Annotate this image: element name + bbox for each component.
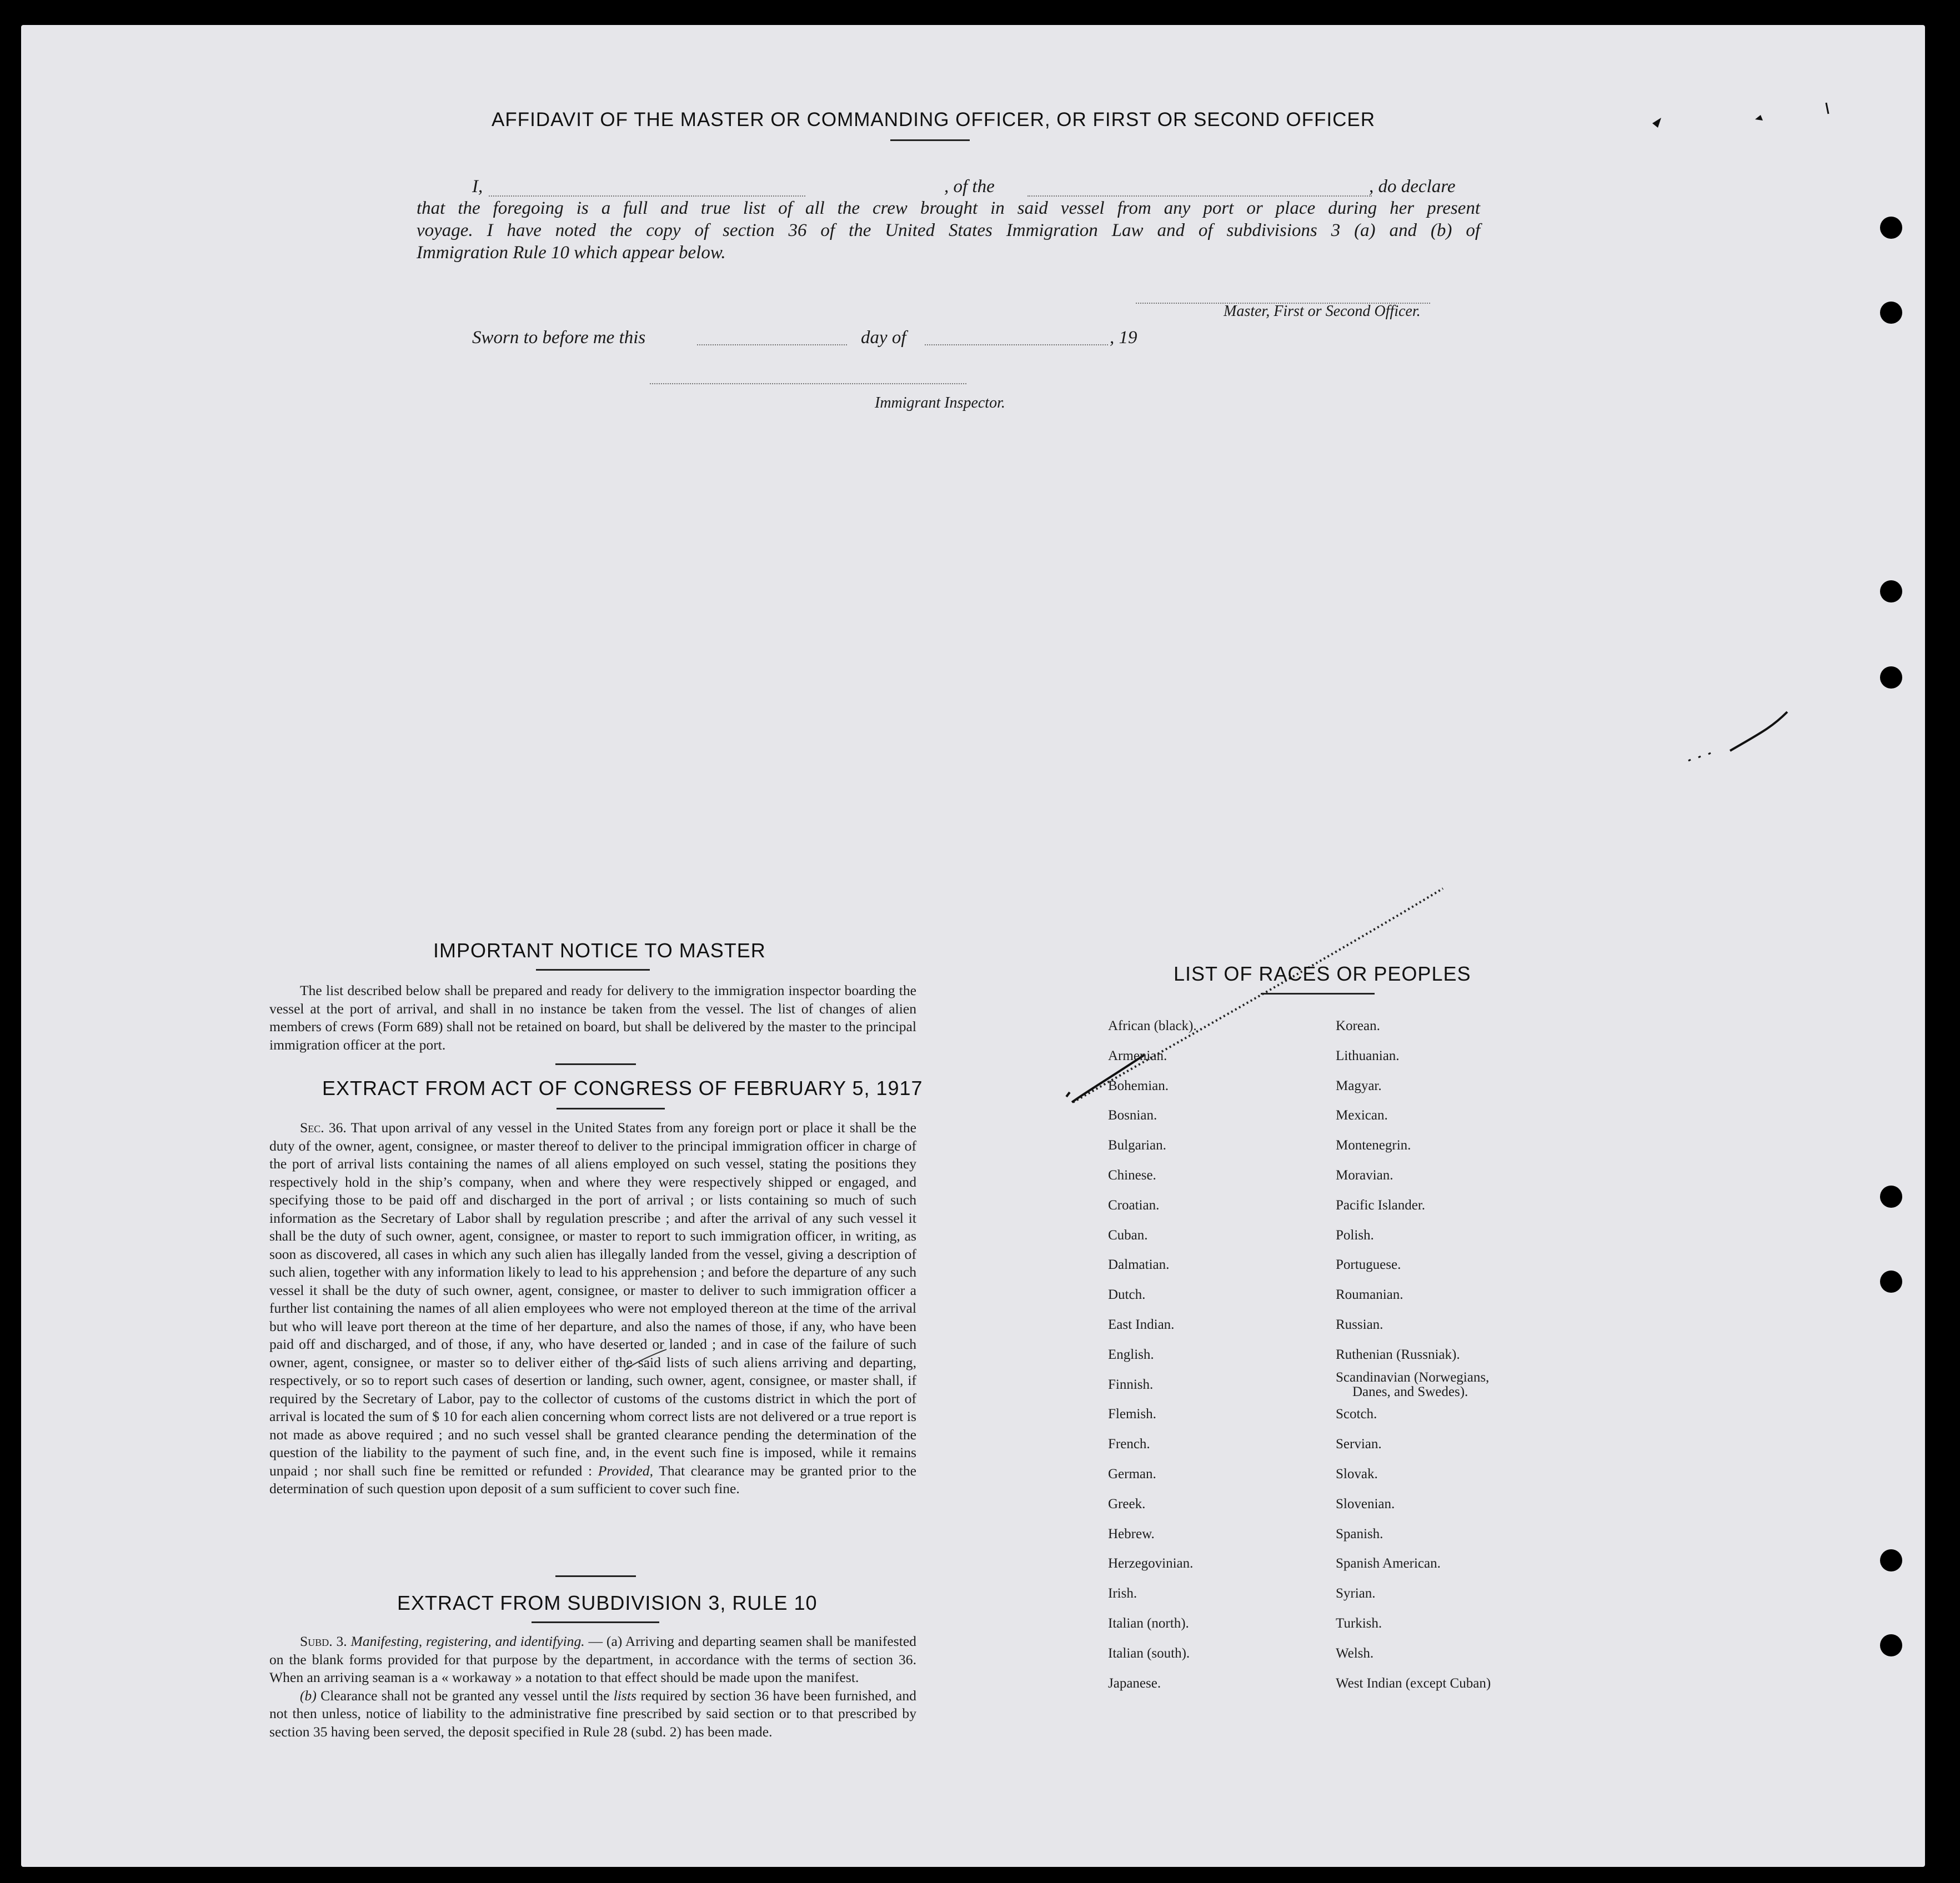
rule-a-text: Arriving and departing seamen shall be manifested on the blank forms provided for that purpose by the department, in accordance with the terms of section 36. When an arriving seaman is a « workaway » a notation to that effect should be made upon the manifest. (269, 1633, 916, 1685)
race-item: Syrian. (1336, 1586, 1376, 1601)
race-item: German. (1108, 1467, 1156, 1482)
inspector-label: Immigrant Inspector. (875, 394, 1005, 411)
affidavit-body-line: that the foregoing is a full and true list of all the crew brought in said vessel from any port or place during her present (417, 198, 1480, 218)
races-title-rule (1261, 993, 1375, 995)
rule-paragraph-a (269, 1633, 916, 1687)
name-blank[interactable] (489, 195, 805, 197)
race-item: Moravian. (1336, 1168, 1393, 1183)
rule-subd-title: Manifesting, registering, and identifying. (350, 1633, 585, 1649)
rule-title-rule (532, 1621, 659, 1623)
race-item: Magyar. (1336, 1078, 1382, 1093)
master-label: Master, First or Second Officer. (1224, 303, 1421, 320)
notice-text (269, 982, 916, 1054)
race-item: Spanish. (1336, 1526, 1383, 1541)
affidavit-body (417, 197, 1480, 264)
race-item: English. (1108, 1347, 1154, 1362)
rule-subd-label: Subd. 3. (300, 1633, 347, 1649)
vessel-blank[interactable] (1027, 195, 1372, 197)
race-item: Lithuanian. (1336, 1048, 1400, 1063)
race-item: Montenegrin. (1336, 1138, 1411, 1153)
act-section-label: Sec. 36. (300, 1119, 347, 1136)
race-item: Scotch. (1336, 1407, 1377, 1422)
race-item: Danes, and Swedes). (1352, 1384, 1468, 1399)
race-item: Bohemian. (1108, 1078, 1169, 1093)
race-item: Spanish American. (1336, 1556, 1441, 1571)
race-item: Greek. (1108, 1496, 1146, 1512)
race-item: Ruthenian (Russniak). (1336, 1347, 1460, 1362)
race-item: Hebrew. (1108, 1526, 1155, 1541)
affidavit-body-line: Immigration Rule 10 which appear below. (417, 243, 726, 263)
rule-paragraph-b (269, 1687, 916, 1741)
race-item: Cuban. (1108, 1227, 1148, 1243)
act-paragraph (269, 1119, 916, 1498)
affidavit-i: I, (472, 177, 483, 197)
race-item: Italian (north). (1108, 1616, 1189, 1631)
rule-b-text-1: Clearance shall not be granted any vessel until the (320, 1687, 610, 1704)
race-item: Chinese. (1108, 1168, 1156, 1183)
race-item: Herzegovinian. (1108, 1556, 1194, 1571)
race-item: Mexican. (1336, 1108, 1388, 1123)
race-item: Servian. (1336, 1437, 1382, 1452)
sworn-day-of: day of (861, 328, 906, 348)
race-item: Japanese. (1108, 1675, 1161, 1691)
rule-title: EXTRACT FROM SUBDIVISION 3, RULE 10 (397, 1591, 818, 1614)
race-item: Bulgarian. (1108, 1138, 1166, 1153)
race-item: Italian (south). (1108, 1645, 1190, 1661)
affidavit-do-declare: , do declare (1369, 177, 1456, 197)
act-text-b: That clearance may be granted prior to the determination of such question upon deposit of a sum sufficient to cover such fine. (269, 1462, 917, 1497)
race-item: Korean. (1336, 1018, 1380, 1033)
race-item: African (black). (1108, 1018, 1197, 1033)
race-item: Russian. (1336, 1317, 1383, 1332)
race-item: Slovak. (1336, 1467, 1378, 1482)
race-item: Bosnian. (1108, 1108, 1157, 1123)
race-item: French. (1108, 1437, 1150, 1452)
notice-divider (555, 1063, 636, 1065)
race-item: Croatian. (1108, 1197, 1160, 1213)
affidavit-title: AFFIDAVIT OF THE MASTER OR COMMANDING OFFICER, OR FIRST OR SECOND OFFICER (492, 109, 1376, 130)
race-item: Irish. (1108, 1586, 1137, 1601)
act-text (269, 1119, 916, 1498)
notice-title: IMPORTANT NOTICE TO MASTER (433, 939, 766, 962)
affidavit-body-line: voyage. I have noted the copy of section 36 of the United States Immigration Law and of subdivisions 3 (a) and (b) of (417, 220, 1480, 240)
race-item: Finnish. (1108, 1377, 1154, 1392)
race-item: East Indian. (1108, 1317, 1175, 1332)
race-item: Polish. (1336, 1227, 1374, 1243)
race-item: Roumanian. (1336, 1287, 1403, 1303)
act-title: EXTRACT FROM ACT OF CONGRESS OF FEBRUARY 5, 1917 (322, 1077, 923, 1099)
rule-b-lead: (b) (300, 1687, 317, 1704)
rule-a-lead: — (a) (588, 1633, 623, 1649)
rule-b-lists: lists (613, 1687, 637, 1704)
notice-title-rule (536, 969, 650, 971)
inspector-signature-blank[interactable] (650, 383, 966, 384)
race-item: Portuguese. (1336, 1257, 1401, 1273)
race-item: Scandinavian (Norwegians, (1336, 1369, 1490, 1385)
race-item: West Indian (except Cuban) (1336, 1675, 1491, 1691)
notice-paragraph: The list described below shall be prepared and ready for delivery to the immigration inspector boarding the vessel at the port of arrival, and shall in no instance be taken from the vessel. The list of changes of alien members of crews (Form 689) shall not be retained on board, but shall be delivered by the master to the principal immigration officer at the port. (269, 982, 916, 1053)
race-item: Flemish. (1108, 1407, 1156, 1422)
act-divider (555, 1575, 636, 1577)
race-item: Turkish. (1336, 1616, 1382, 1631)
race-item: Welsh. (1336, 1645, 1374, 1661)
affidavit-of-the: , of the (944, 177, 995, 197)
race-item: Dutch. (1108, 1287, 1146, 1303)
act-text-a: That upon arrival of any vessel in the United States from any foreign port or place it shall be the duty of the owner, agent, consignee, or master thereof to deliver to the principal immigration officer in charge of the port of arrival lists containing the names of all aliens employed on such vessel, stating the positions they respectively hold in the ship’s company, when and where they were respectively shipped or engaged, and specifying those to be paid off and discharged in the port of arrival ; or lists containing so much of such information as the Secretary of Labor shall by regulation prescribe ; and after the arrival of any such vessel it shall be the duty of such owner, agent, consignee, or master to report to such immigration officer, in writing, as soon as discovered, all cases in which any such alien has illegally landed from the vessel, giving a description of such alien, together with any information likely to lead to his apprehension ; and before the departure of any such vessel it shall be the duty of such owner, agent, consignee, or master to deliver to such immigration officer a further list containing the names of all alien employees who were not employed thereon at the time of the arrival but who will leave port thereon at the time of her departure, and also the names of those, if any, who have been paid off and discharged, and of those, if any, who have deserted or landed ; and in case of the failure of such owner, agent, consignee, or master so to deliver either of the said lists of such aliens arriving and departing, respectively, or so to report such cases of desertion or landing, such owner, agent, consignee, or master shall, if required by the Secretary of Labor, pay to the collector of customs of the customs district in which the port of arrival is located the sum of $ 10 for each alien concerning whom correct lists are not delivered or a true report is not made as above required ; and no such vessel shall be granted clearance pending the determination of the question of the liability to the payment of such fine, and, in the event such fine is imposed, while it remains unpaid ; nor shall such fine be remitted or refunded : (269, 1119, 916, 1479)
races-title: LIST OF RACES OR PEOPLES (1174, 962, 1471, 985)
race-item: Slovenian. (1336, 1496, 1395, 1512)
act-provided: Provided, (598, 1462, 653, 1479)
affidavit-title-rule (890, 139, 970, 141)
sworn-line (472, 328, 1166, 350)
act-title-rule (557, 1108, 665, 1109)
sworn-year: , 19 (1110, 328, 1137, 348)
race-item: Armenian. (1108, 1048, 1167, 1063)
sworn-day-blank[interactable] (697, 344, 847, 345)
sworn-prefix: Sworn to before me this (472, 328, 646, 348)
rule-b-text-2: required by section 36 have been furnished, and not then unless, notice of liability to the administrative fine prescribed by said section or to that prescribed by section 35 having been served, the deposit specified in Rule 28 (subd. 2) has been made. (269, 1687, 916, 1740)
sworn-month-blank[interactable] (925, 344, 1108, 345)
race-item: Dalmatian. (1108, 1257, 1170, 1273)
rule-text (269, 1633, 916, 1741)
race-item: Pacific Islander. (1336, 1197, 1426, 1213)
